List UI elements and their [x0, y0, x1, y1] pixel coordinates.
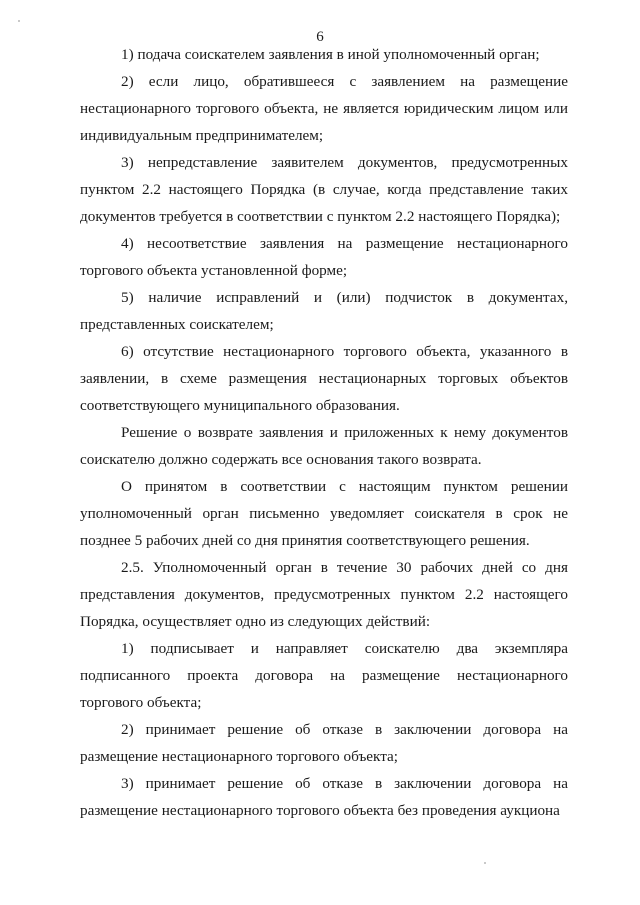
paragraph-action-1: 1) подписывает и направляет соискателю два экземпляра подписанного проекта договора на размещение нестационарного торгового объекта;	[80, 640, 568, 711]
scan-speck	[18, 20, 20, 22]
paragraph-return-decision: Решение о возврате заявления и приложенных к нему документов соискателю должно содержать все основания такого возврата.	[80, 424, 568, 468]
paragraph-reason-4: 4) несоответствие заявления на размещение нестационарного торгового объекта установленной форме;	[80, 235, 568, 279]
paragraph-reason-2: 2) если лицо, обратившееся с заявлением на размещение нестационарного торгового объекта, не является юридическим лицом или индивидуальным предпринимателем;	[80, 73, 568, 144]
paragraph-notification: О принятом в соответствии с настоящим пунктом решении уполномоченный орган письменно уведомляет соискателя в срок не позднее 5 рабочих дней со дня принятия соответствующего решения.	[80, 478, 568, 549]
paragraph-action-2: 2) принимает решение об отказе в заключении договора на размещение нестационарного торгового объекта;	[80, 721, 568, 765]
page-number: 6	[316, 29, 324, 45]
document-body	[80, 41, 568, 824]
paragraph-action-3: 3) принимает решение об отказе в заключении договора на размещение нестационарного торгового объекта без проведения аукциона	[80, 775, 568, 819]
paragraph-section-2-5: 2.5. Уполномоченный орган в течение 30 рабочих дней со дня представления документов, предусмотренных пунктом 2.2 настоящего Порядка, осуществляет одно из следующих действий:	[80, 559, 568, 630]
scan-speck	[484, 862, 486, 864]
paragraph-reason-5: 5) наличие исправлений и (или) подчисток в документах, представленных соискателем;	[80, 289, 568, 333]
paragraph-reason-3: 3) непредставление заявителем документов, предусмотренных пунктом 2.2 настоящего Порядка (в случае, когда представление таких документов требуется в соответствии с пунктом 2.2 настоящего Порядка);	[80, 154, 568, 225]
paragraph-reason-6: 6) отсутствие нестационарного торгового объекта, указанного в заявлении, в схеме размещения нестационарных торговых объектов соответствующего муниципального образования.	[80, 343, 568, 414]
paragraph-reason-1: 1) подача соискателем заявления в иной уполномоченный орган;	[121, 46, 540, 63]
